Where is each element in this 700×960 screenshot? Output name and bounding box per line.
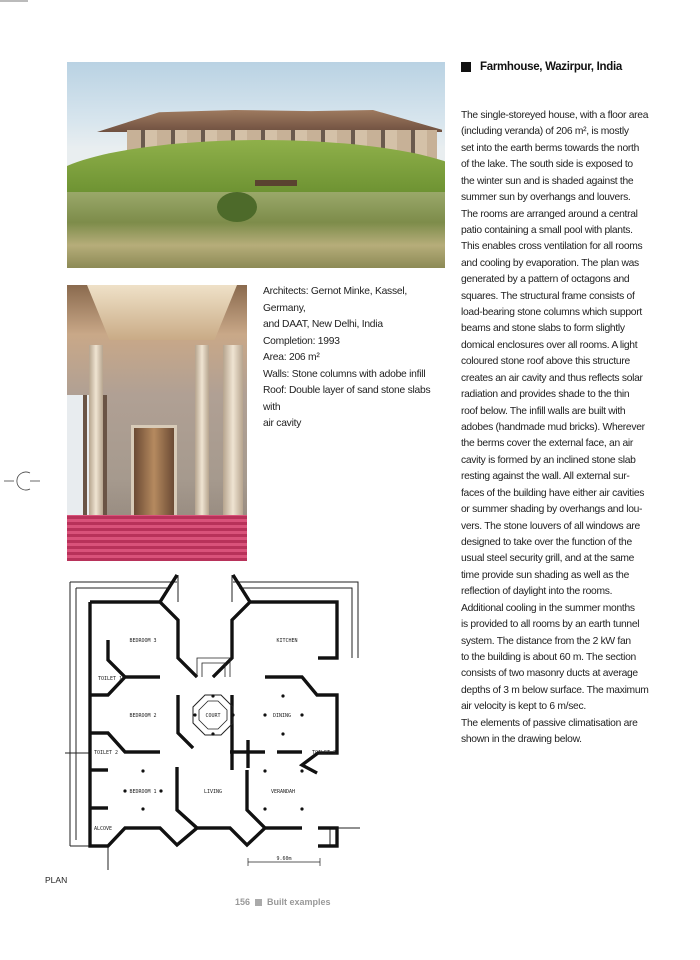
body-line: The elements of passive climatisation are <box>461 717 638 729</box>
body-line: beams and stone slabs to form slightly <box>461 323 625 335</box>
exterior-photo <box>67 62 445 268</box>
body-line: adobes (handmade mud bricks). Wherever <box>461 422 645 434</box>
body-line: depths of 3 m below surface. The maximum <box>461 684 649 696</box>
room-label-alcove: ALCOVE <box>93 826 113 832</box>
article-title: Farmhouse, Wazirpur, India <box>480 61 622 73</box>
crop-mark-top <box>0 0 28 2</box>
plan-label: PLAN <box>45 875 68 885</box>
section-name: Built examples <box>267 897 331 907</box>
caption-roof-cont: air cavity <box>263 418 302 429</box>
body-line: (including veranda) of 206 m², is mostly <box>461 126 629 138</box>
body-line: This enables cross ventilation for all rooms <box>461 241 643 253</box>
floor-plan <box>40 570 370 880</box>
body-line: set into the earth berms towards the north <box>461 142 639 154</box>
caption-completion: Completion: 1993 <box>263 335 340 347</box>
body-line: designed to take over the function of the <box>461 536 632 548</box>
body-line: generated by a pattern of octagons and <box>461 274 630 286</box>
body-line: shown in the drawing below. <box>461 734 582 746</box>
room-label-living: LIVING <box>203 789 223 795</box>
plan-dimension: 9.60m <box>276 856 292 862</box>
room-label-kitchen: KITCHEN <box>276 638 298 644</box>
room-label-toilet1: TOILET 1 <box>97 676 123 682</box>
article-body <box>461 108 651 748</box>
body-line: to the building is about 60 m. The section <box>461 651 636 663</box>
room-label-bedroom2: BEDROOM 2 <box>129 713 157 719</box>
room-label-bedroom3: BEDROOM 3 <box>129 638 157 644</box>
caption-walls: Walls: Stone columns with adobe infill <box>263 368 426 380</box>
caption-area: Area: 206 m² <box>263 352 320 363</box>
body-line: or summer shading by overhangs and lou- <box>461 504 643 516</box>
body-line: The rooms are arranged around a central <box>461 208 638 220</box>
registration-mark <box>4 470 40 492</box>
body-line: faces of the building have either air cavities <box>461 487 645 499</box>
body-line: system. The distance from the 2 kW fan <box>461 635 631 647</box>
body-line: roof below. The infill walls are built with <box>461 405 626 417</box>
body-line: load-bearing stone columns which support <box>461 307 642 319</box>
body-line: domical enclosures over all rooms. A light <box>461 339 638 351</box>
body-line: the winter sun and is shaded against the <box>461 175 634 187</box>
caption-architects: Architects: Gernot Minke, Kassel, Germany, <box>263 286 407 314</box>
body-line: vers. The stone louvers of all windows are <box>461 520 640 532</box>
body-line: usual steel security grill, and at the same <box>461 553 635 565</box>
footer-square-icon <box>255 899 262 906</box>
body-line: coloured stone roof above this structure <box>461 356 630 368</box>
body-line: resting against the wall. All external sur- <box>461 471 630 483</box>
body-line: squares. The structural frame consists of <box>461 290 635 302</box>
body-line: The single-storeyed house, with a floor area <box>461 110 649 121</box>
room-label-dining: DINING <box>272 713 292 719</box>
article-heading <box>461 61 622 73</box>
page-number: 156 <box>235 897 251 907</box>
body-line: is provided to all rooms by an earth tunnel <box>461 619 640 631</box>
room-label-toilet2: TOILET 2 <box>93 750 119 756</box>
interior-photo <box>67 285 247 561</box>
page-footer <box>235 897 331 907</box>
body-line: and cooling by evaporation. The plan was <box>461 257 639 269</box>
project-caption <box>263 284 443 433</box>
heading-square-icon <box>461 62 471 72</box>
body-line: patio containing a small pool with plants. <box>461 224 633 236</box>
room-label-bedroom1: BEDROOM 1 <box>129 789 157 795</box>
body-line: creates an air cavity and thus reflects solar <box>461 372 643 384</box>
body-line: cavity is formed by an inclined stone slab <box>461 454 636 466</box>
body-line: radiation and provides shade to the thin <box>461 389 630 401</box>
body-line: of the lake. The south side is exposed to <box>461 159 633 171</box>
room-label-court: COURT <box>205 713 221 719</box>
body-line: consists of two masonry ducts at average <box>461 668 638 680</box>
room-label-verandah: VERANDAH <box>270 789 296 795</box>
body-line: reflection of daylight into the rooms. <box>461 586 613 598</box>
room-label-toilet3: TOILET 3 <box>311 750 337 756</box>
body-line: air velocity is kept to 6 m/sec. <box>461 701 586 713</box>
body-line: summer sun by overhangs and louvers. <box>461 192 631 204</box>
caption-architects-cont: and DAAT, New Delhi, India <box>263 319 383 330</box>
caption-roof: Roof: Double layer of sand stone slabs with <box>263 385 431 413</box>
body-line: the berms cover the external face, an air <box>461 438 633 450</box>
body-line: time provide sun shading as well as the <box>461 569 630 581</box>
body-line: Additional cooling in the summer months <box>461 602 635 614</box>
